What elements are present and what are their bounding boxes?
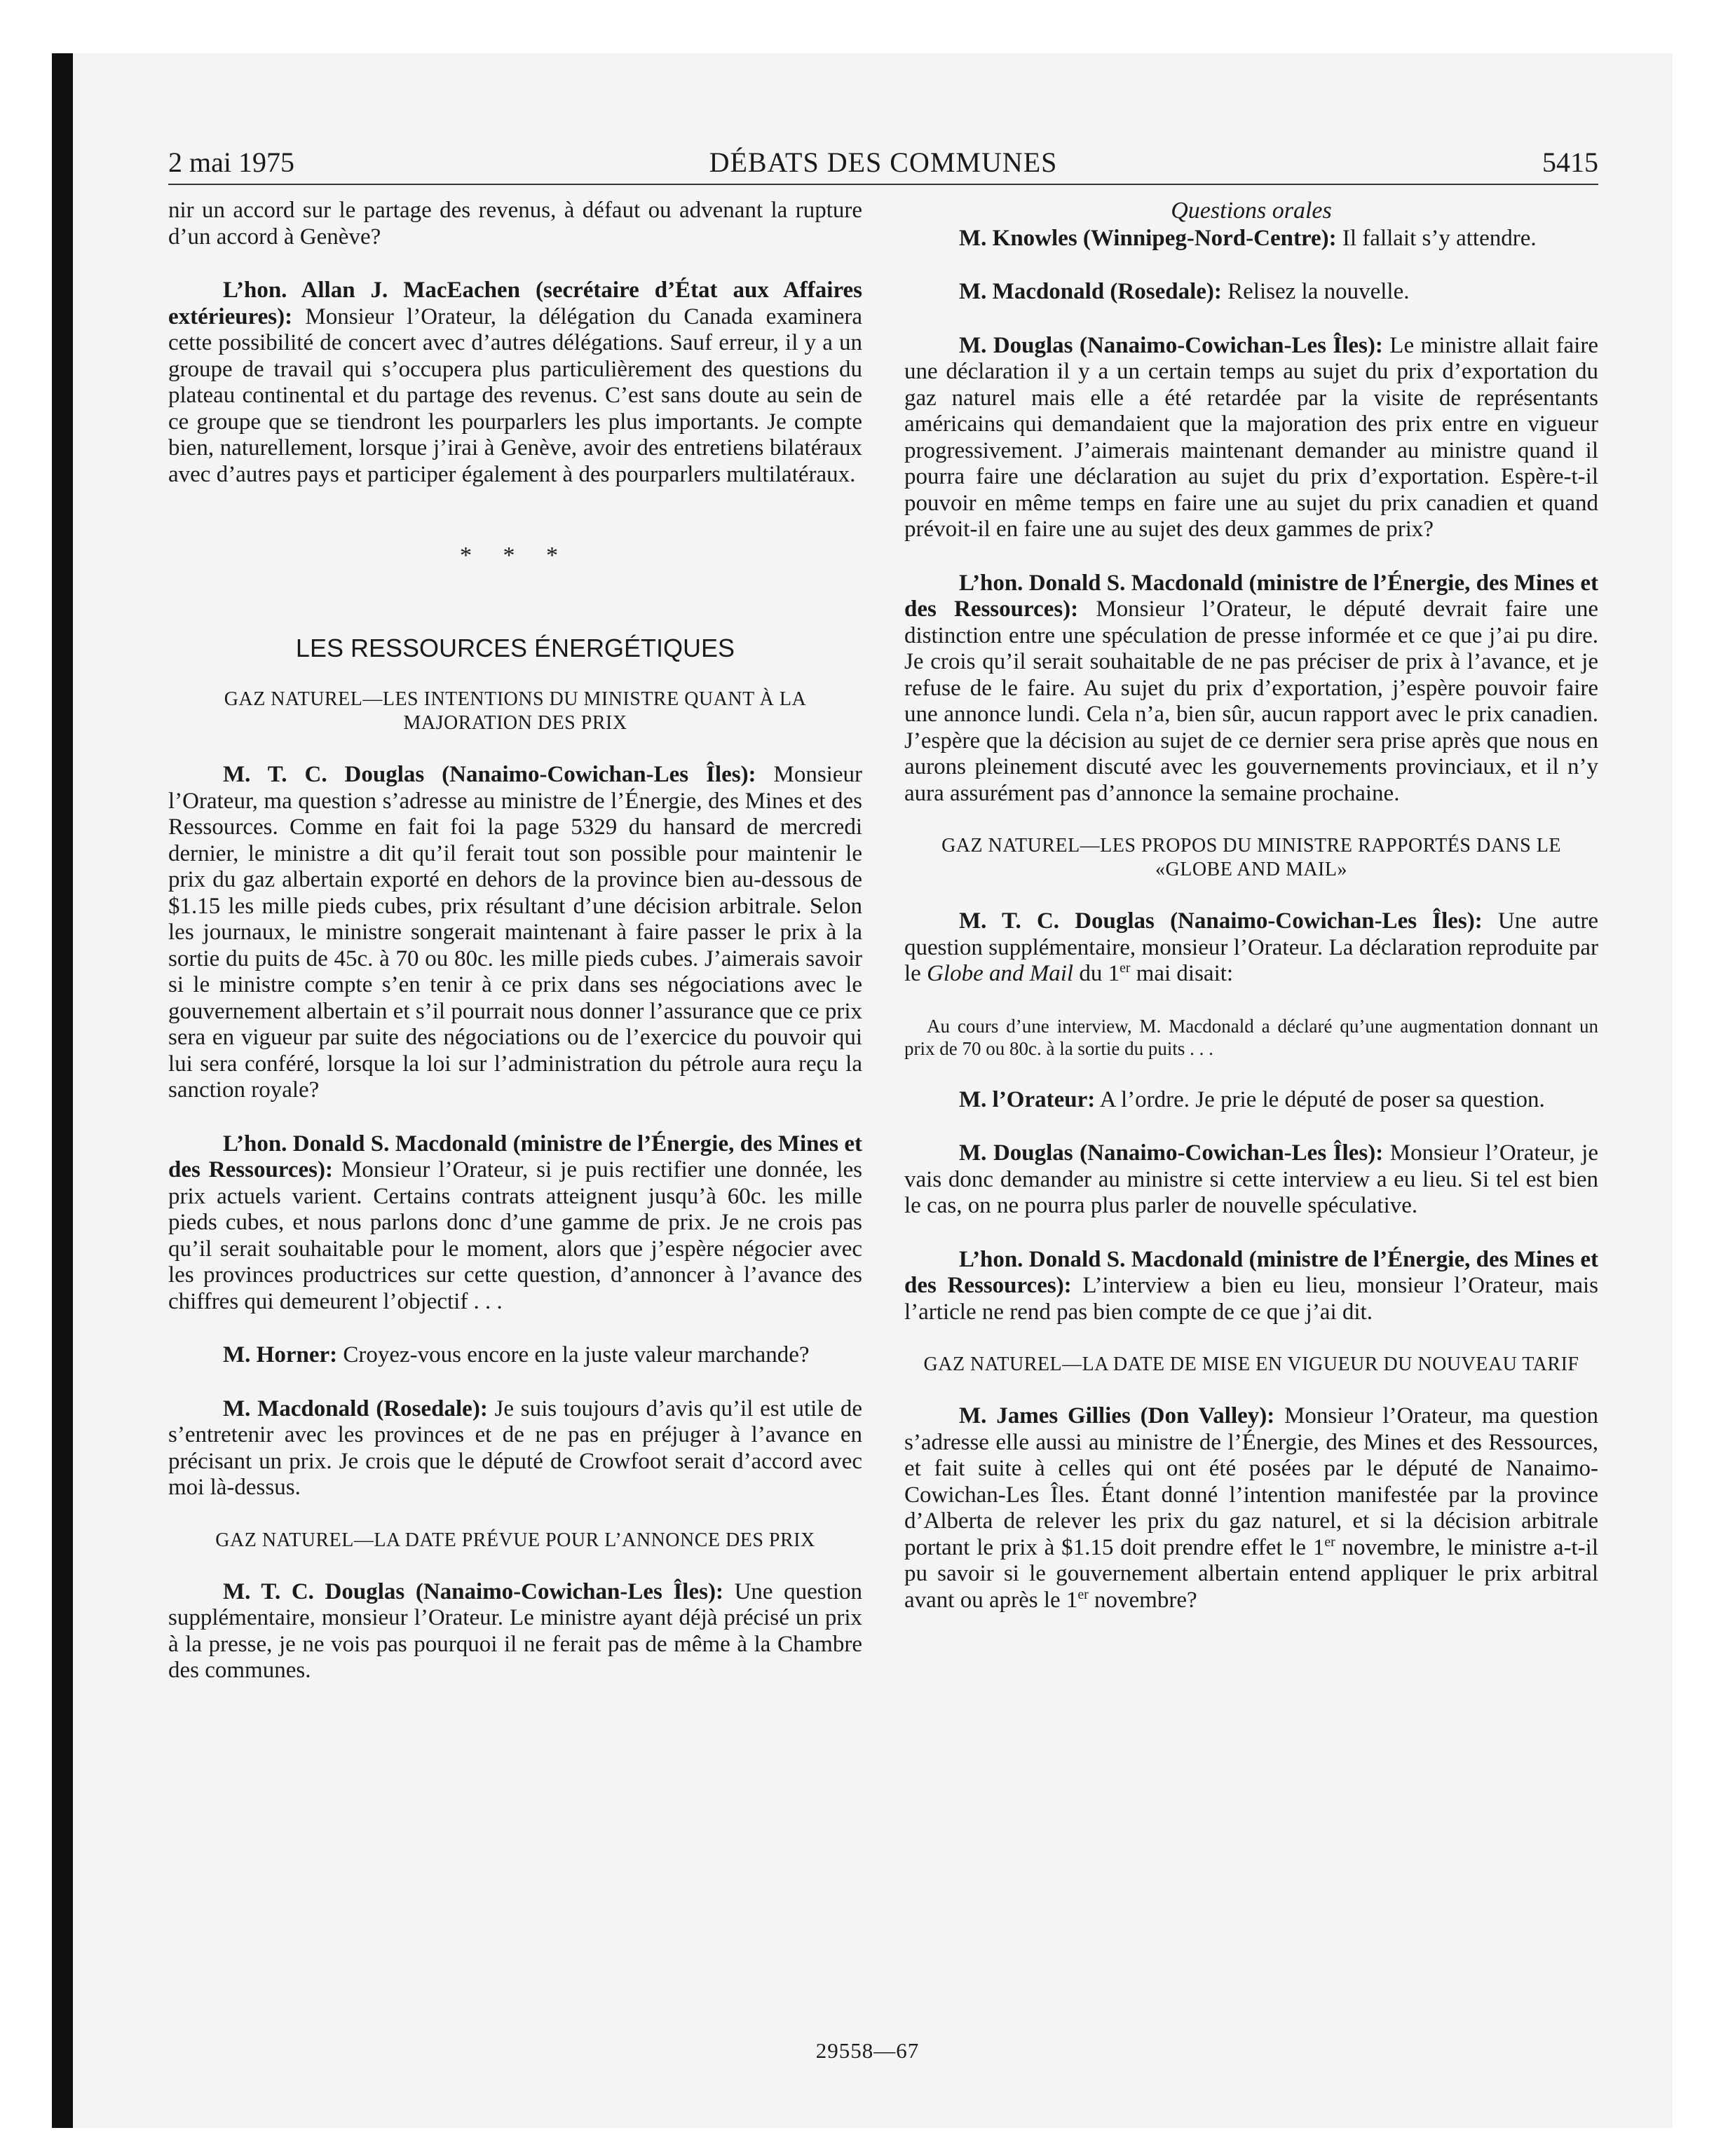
block-quote: Au cours d’une interview, M. Macdonald a déclaré qu’une augmentation donnant un prix de 70 ou 80c. à la sortie du puits . . .: [904, 1015, 1598, 1059]
speech-text: Relisez la nouvelle.: [1221, 279, 1410, 304]
speech-text: Une question supplémentaire, monsieur l’Orateur. Le ministre ayant déjà précisé un prix à la presse, je ne vois pas pourquoi il ne ferait pas de même à la Chambre des communes.: [168, 1578, 862, 1683]
speaker-name: M. James Gillies (Don Valley):: [959, 1403, 1275, 1428]
running-head: Questions orales: [1171, 198, 1332, 224]
header-page-number: 5415: [1542, 146, 1598, 178]
paragraph: [168, 1579, 862, 1684]
speech-text: Monsieur l’Orateur, ma question s’adresse au ministre de l’Énergie, des Mines et des Ressources. Comme en fait foi la page 5329 du hansard de mercredi dernier, le ministre a dit qu’il ferait tout son possible pour maintenir le prix du gaz albertain exporté en dehors de la province bien au-dessous de $1.15 les mille pieds cubes, prix résultant d’une décision arbitrale. Selon les journaux, le ministre songerait maintenant à faire passer le prix à la sortie du puits de 45c. à 70 ou 80c. les mille pieds cubes. J’aimerais savoir si le ministre compte s’en tenir à ce prix dans ses négociations avec le gouvernement albertain et s’il pourrait nous donner l’assurance que ce prix sera en vigueur par suite des négociations ou de l’exercice du pouvoir qui lui sera conféré, lorsque la loi sur l’administration du pétrole aura reçu la sanction royale?: [168, 762, 862, 1103]
paragraph: [168, 1342, 862, 1369]
intro-paragraph: nir un accord sur le partage des revenus, à défaut ou advenant la rupture d’un accord à Genève?: [168, 198, 862, 250]
speaker-name: M. Horner:: [223, 1342, 338, 1367]
speaker-name: M. l’Orateur:: [959, 1086, 1096, 1112]
speech-text: novembre?: [1088, 1587, 1197, 1613]
binding-edge: [52, 53, 73, 2128]
paragraph: [168, 1396, 862, 1501]
speaker-name: L’hon. Donald S. Macdonald (ministre de l’Énergie, des Mines et des Ressources):: [904, 1246, 1598, 1298]
header-rule: [168, 184, 1598, 185]
header-title: DÉBATS DES COMMUNES: [709, 146, 1058, 178]
ordinal-suffix: er: [1077, 1586, 1089, 1602]
speech-text: Monsieur l’Orateur, je vais donc demander au ministre si cette interview a eu lieu. Si tel est bien le cas, on ne pourra plus parler de nouvelle spéculative.: [904, 1140, 1598, 1218]
subsection-title: GAZ NATUREL—LES PROPOS DU MINISTRE RAPPORTÉS DANS LE «GLOBE AND MAIL»: [941, 835, 1561, 880]
speaker-name: M. Macdonald (Rosedale):: [959, 279, 1222, 304]
speech-text: Il fallait s’y attendre.: [1336, 225, 1537, 251]
subsection-title: GAZ NATUREL—LA DATE PRÉVUE POUR L’ANNONCE DES PRIX: [215, 1529, 815, 1551]
speaker-name: L’hon. Donald S. Macdonald (ministre de l’Énergie, des Mines et des Ressources):: [904, 570, 1598, 622]
ordinal-suffix: er: [1324, 1534, 1335, 1550]
subsection-title: GAZ NATUREL—LA DATE DE MISE EN VIGUEUR DU NOUVEAU TARIF: [923, 1353, 1579, 1375]
speech-text: L’interview a bien eu lieu, monsieur l’Orateur, mais l’article ne rend pas bien compte de ce que j’ai dit.: [904, 1273, 1598, 1325]
section-separator: * * *: [460, 543, 571, 568]
speaker-name: M. Knowles (Winnipeg-Nord-Centre):: [959, 225, 1337, 251]
speech-text: Croyez-vous encore en la juste valeur marchande?: [337, 1342, 810, 1367]
paragraph: [904, 1247, 1598, 1326]
speaker-name: M. Macdonald (Rosedale):: [223, 1396, 488, 1421]
speech-text: Monsieur l’Orateur, le député devrait faire une distinction entre une spéculation de presse informée et ce que j’ai pu dire. Je crois qu’il serait souhaitable de ne pas préciser de prix à l’avance, et je refuse de le faire. Au sujet du prix d’exportation, j’espère pouvoir faire une annonce lundi. Cela n’a, bien sûr, aucun rapport avec le prix canadien. J’espère que la décision au sujet de ce dernier sera prise après que nous en aurons pleinement discuté avec les gouvernements provinciaux, et il n’y aura assurément pas d’annonce la semaine prochaine.: [904, 596, 1598, 806]
ordinal-suffix: er: [1120, 960, 1131, 976]
speech-text: Le ministre allait faire une déclaration il y a un certain temps au sujet du prix d’exportation du gaz naturel mais elle a été retardée par la visite de représentants américains qui demandaient que la majoration des prix entre en vigueur progressivement. J’aimerais maintenant demander au ministre quand il pourra faire une déclaration au sujet du prix d’exportation. Espère-t-il pouvoir en même temps en faire une au sujet du prix canadien et quand prévoit-il en faire une au sujet des deux gammes de prix?: [904, 332, 1598, 542]
paragraph: [904, 279, 1598, 306]
speech-text: novembre, le ministre a-t-il pu savoir si le gouvernement albertain entend appliquer le prix arbitral avant ou après le 1: [904, 1534, 1598, 1613]
right-column: [904, 198, 1598, 1641]
section-title: LES RESSOURCES ÉNERGÉTIQUES: [295, 633, 735, 662]
speech-text: Monsieur l’Orateur, si je puis rectifier une donnée, les prix actuels varient. Certains contrats atteignent jusqu’à 60c. les mille pieds cubes, et nous parlons donc d’une gamme de prix. Je ne crois pas qu’il serait souhaitable pour le moment, alors que j’espère négocier avec les provinces productrices sur cette question, d’annoncer à l’avance des chiffres qui demeurent l’objectif . . .: [168, 1157, 862, 1314]
paragraph: [904, 571, 1598, 807]
paragraph: [168, 762, 862, 1104]
paragraph: [904, 1087, 1598, 1114]
paragraph: [904, 1140, 1598, 1220]
paragraph: [904, 908, 1598, 988]
speaker-name: L’hon. Allan J. MacEachen (secrétaire d’État aux Affaires extérieures):: [168, 278, 862, 329]
speaker-name: M. T. C. Douglas (Nanaimo-Cowichan-Les Îles):: [223, 1578, 723, 1604]
header-date: 2 mai 1975: [168, 146, 294, 178]
speaker-name: M. T. C. Douglas (Nanaimo-Cowichan-Les Îles):: [223, 762, 756, 787]
speaker-name: L’hon. Donald S. Macdonald (ministre de l’Énergie, des Mines et des Ressources):: [168, 1131, 862, 1182]
speech-text: Je suis toujours d’avis qu’il est utile de s’entretenir avec les provinces et de ne pas en préjuger à l’avance en précisant un prix. Je crois que le député de Crowfoot serait d’accord avec moi là-dessus.: [168, 1396, 862, 1500]
paragraph: [904, 1403, 1598, 1613]
paragraph: [904, 226, 1598, 252]
speech-text: Monsieur l’Orateur, la délégation du Canada examinera cette possibilité de concert avec d’autres délégations. Sauf erreur, il y a un groupe de travail qui s’occupera plus particulièrement des questions du plateau continental et du partage des revenus. C’est sans doute au sein de ce groupe que se tiendront les pourparlers les plus importants. Je compte bien, naturellement, lorsque j’irai à Genève, avoir des entretiens bilatéraux avec d’autres pays et participer également à des pourparlers multilatéraux.: [168, 303, 862, 487]
speaker-name: M. T. C. Douglas (Nanaimo-Cowichan-Les Îles):: [959, 908, 1483, 934]
page-header: [168, 146, 1598, 182]
subsection-title: GAZ NATUREL—LES INTENTIONS DU MINISTRE QUANT À LA MAJORATION DES PRIX: [224, 688, 807, 734]
speech-text: du 1: [1073, 961, 1120, 986]
paragraph: [904, 333, 1598, 543]
printer-code: 29558—67: [815, 2038, 920, 2063]
speaker-name: M. Douglas (Nanaimo-Cowichan-Les Îles):: [959, 1140, 1384, 1166]
speaker-name: M. Douglas (Nanaimo-Cowichan-Les Îles):: [959, 332, 1383, 358]
left-column: [168, 198, 862, 1712]
paragraph: [168, 1131, 862, 1316]
speech-text: Une autre question supplémentaire, monsieur l’Orateur. La déclaration reproduite par le: [904, 908, 1598, 986]
speech-text: A l’ordre. Je prie le député de poser sa question.: [1095, 1086, 1545, 1112]
speech-text: mai disait:: [1130, 961, 1234, 986]
paragraph: [168, 278, 862, 488]
speech-text: Monsieur l’Orateur, ma question s’adresse elle aussi au ministre de l’Énergie, des Mines et des Ressources, et fait suite à celles qui ont été posées par le député de Nanaimo-Cowichan-Les Îles. Étant donné l’intention manifestée par la province d’Alberta de relever les prix du gaz naturel, et si la décision arbitrale portant le prix à $1.15 doit prendre effet le 1: [904, 1403, 1598, 1560]
newspaper-title: Globe and Mail: [927, 961, 1074, 986]
